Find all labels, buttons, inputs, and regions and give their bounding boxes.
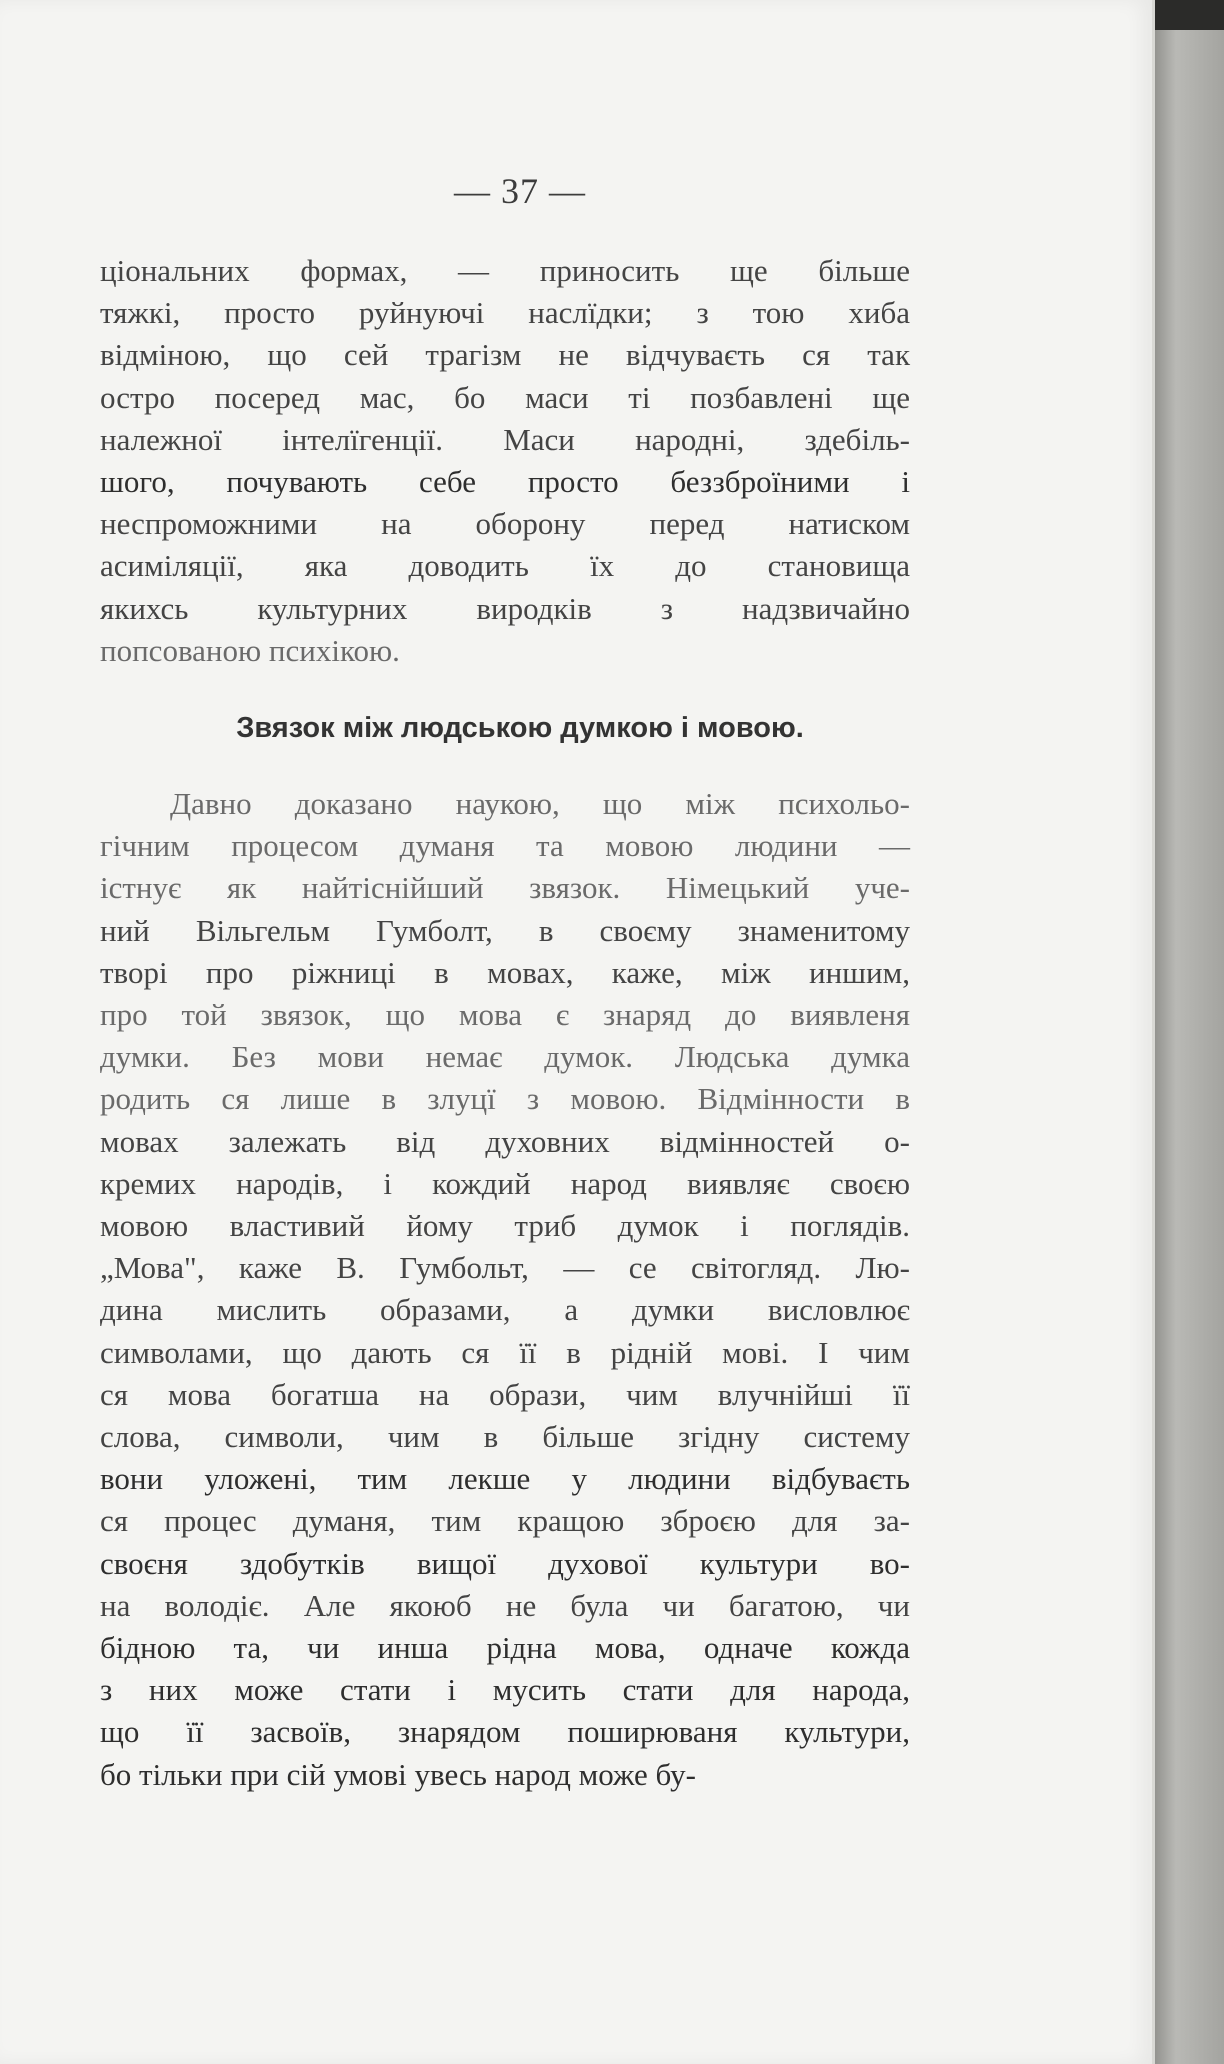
text-line: попсованою психікою. bbox=[100, 632, 400, 668]
text-line: ціональних формах, — приносить ще більше bbox=[100, 253, 910, 288]
text-line: гічним процесом думаня та мовою людини — bbox=[100, 828, 910, 864]
text-line: з них може стати і мусить стати для народа, bbox=[100, 1672, 910, 1708]
text-line: мовах залежать від духовних відмінностей о- bbox=[100, 1123, 910, 1159]
text-line: неспроможними на оборону перед натиском bbox=[100, 506, 910, 542]
text-line: остро посеред мас, бо маси ті позбавлені ще bbox=[100, 379, 910, 415]
text-line: слова, символи, чим в більше згідну систему bbox=[100, 1419, 910, 1455]
text-line: дина мислить образами, а думки висловлює bbox=[100, 1292, 910, 1328]
text-line: ний Вільгельм Гумболт, в своєму знаменитому bbox=[100, 912, 910, 948]
text-line: тяжкі, просто руйнуючі наслїдки; з тою хиба bbox=[100, 295, 910, 331]
text-line: належної інтелїгенції. Маси народні, здебіль- bbox=[100, 421, 910, 457]
text-line: якихсь культурних виродків з надзвичайно bbox=[100, 590, 910, 626]
text-line: мовою властивий йому триб думок і поглядів. bbox=[100, 1208, 910, 1244]
text-line: родить ся лише в злуцї з мовою. Відмінности в bbox=[100, 1081, 910, 1117]
text-line: бідною та, чи инша рідна мова, одначе кожда bbox=[100, 1630, 910, 1666]
text-line: шого, почувають себе просто беззброїними і bbox=[100, 464, 910, 500]
text-line: відміною, що сей трагізм не відчуваєть ся так bbox=[100, 337, 910, 373]
text-line: своєня здобутків вищої духової культури во- bbox=[100, 1545, 910, 1581]
text-line: кремих народів, і кождий народ виявляє своєю bbox=[100, 1165, 910, 1201]
section-heading: Звязок між людською думкою і мовою. bbox=[236, 712, 804, 744]
paragraph-1 bbox=[100, 250, 910, 672]
text-line: символами, що дають ся її в рідній мові. І чим bbox=[100, 1334, 910, 1370]
page-number: — 37 — bbox=[454, 171, 586, 211]
text-line: на володіє. Але якоюб не була чи багатою, чи bbox=[100, 1587, 910, 1623]
paragraph-2 bbox=[100, 783, 910, 1796]
text-line: про той звязок, що мова є знаряд до виявленя bbox=[100, 997, 910, 1033]
text-line: істнує як найтіснійший звязок. Німецький уче- bbox=[100, 870, 910, 906]
text-line: вони уложені, тим лекше у людини відбуваєть bbox=[100, 1461, 910, 1497]
text-line: ся процес думаня, тим кращою зброєю для за- bbox=[100, 1503, 910, 1539]
text-line: „Мова", каже В. Гумбольт, — се світогляд. Лю- bbox=[100, 1250, 910, 1286]
text-line: що її засвоїв, знарядом поширюваня культури, bbox=[100, 1714, 910, 1750]
text-line: бо тільки при сій умові увесь народ може бу- bbox=[100, 1756, 696, 1792]
text-line: творі про ріжниці в мовах, каже, між иншим, bbox=[100, 954, 910, 990]
adjacent-page-edge bbox=[1150, 30, 1224, 2064]
text-line: Давно доказано наукою, що між психольо- bbox=[170, 786, 910, 821]
text-line: думки. Без мови немає думок. Людська думка bbox=[100, 1039, 910, 1075]
text-line: ся мова богатша на образи, чим влучнійші її bbox=[100, 1376, 910, 1412]
text-line: асиміляції, яка доводить їх до становища bbox=[100, 548, 910, 584]
